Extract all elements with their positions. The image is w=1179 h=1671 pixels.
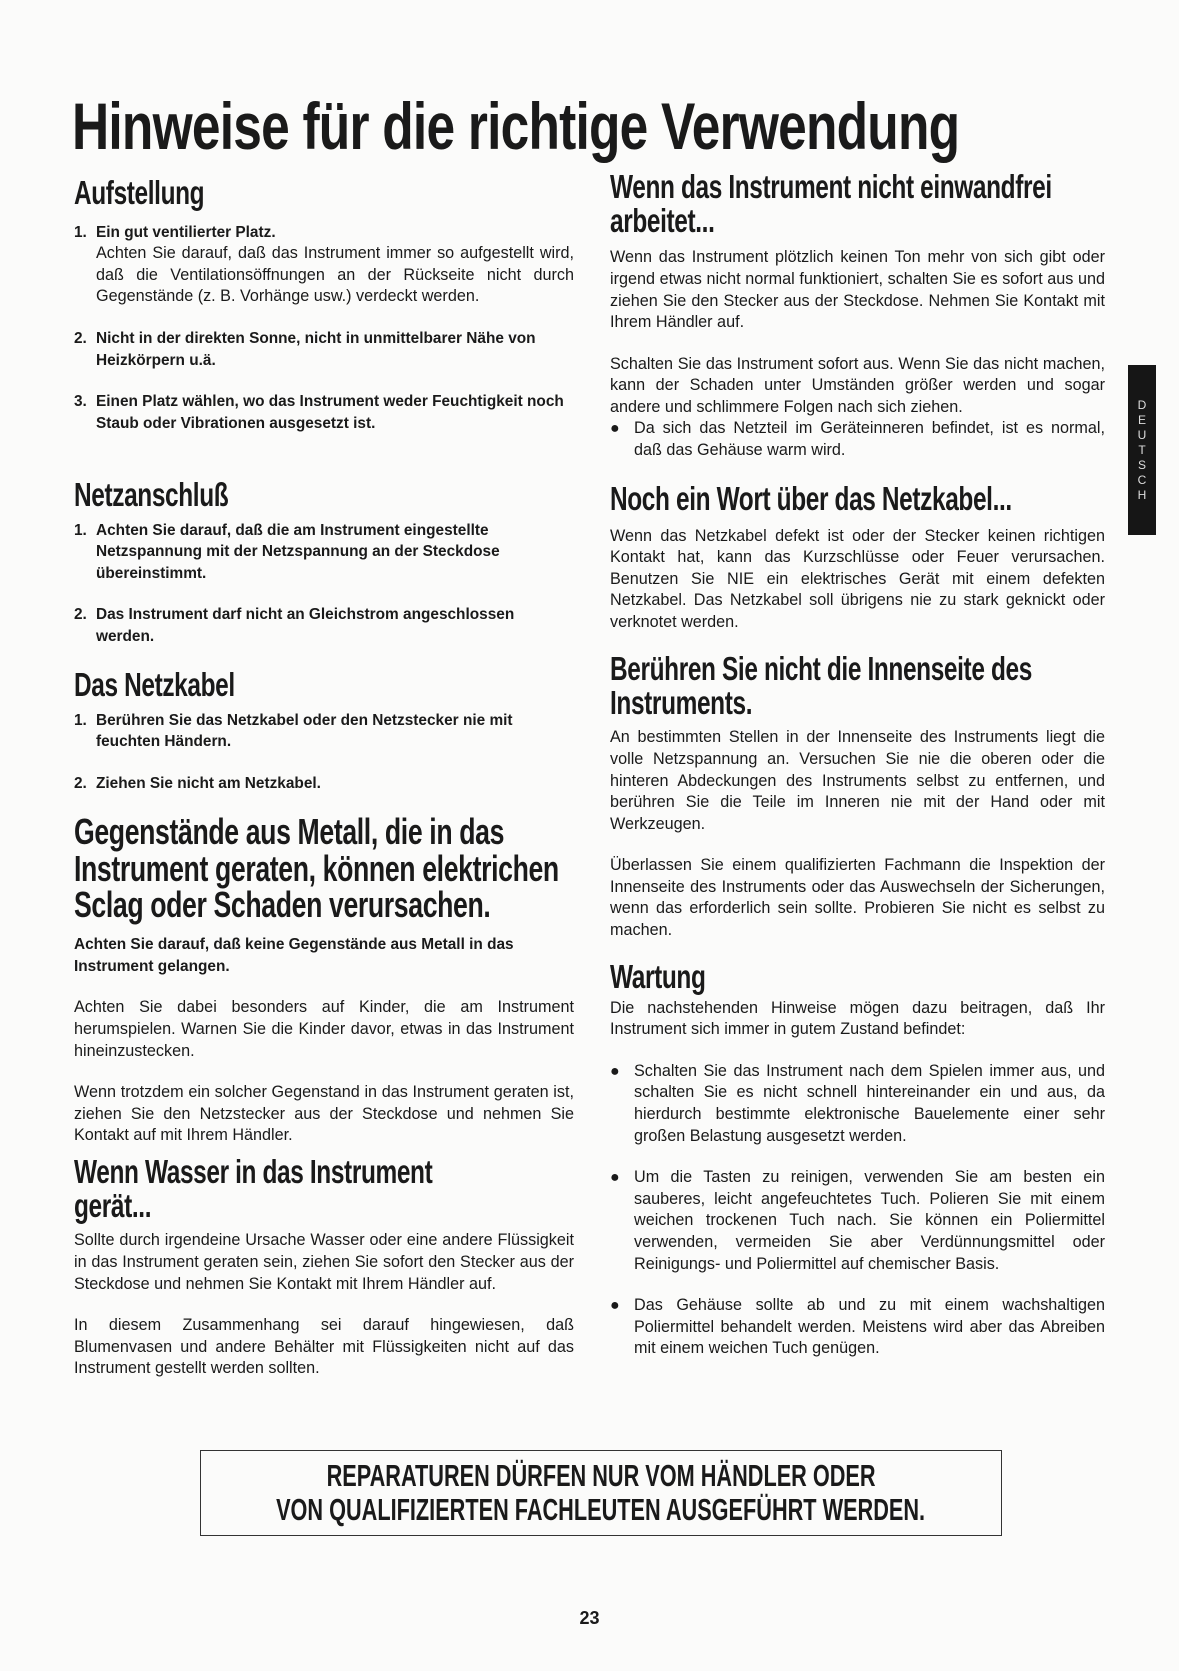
list-item [74, 520, 574, 585]
list-item [74, 328, 574, 371]
bullet-icon: ● [610, 1297, 620, 1315]
paragraph: Die nachstehenden Hinweise mögen dazu beitragen, daß Ihr Instrument sich immer in gutem Zustand befindet: [610, 998, 1105, 1039]
repair-notice-box [200, 1450, 1002, 1536]
section-heading-line: Instrument geraten, können elektrichen [74, 847, 559, 889]
section-heading: Noch ein Wort über das Netzkabel... [610, 480, 1012, 517]
item-number: 2. [74, 330, 87, 348]
section-aufstellung [74, 176, 574, 434]
section-heading: Das Netzkabel [74, 666, 235, 703]
language-tab-label: DEUTSCH [1135, 397, 1149, 503]
section-heading: Aufstellung [74, 174, 205, 211]
bullet-text: Um die Tasten zu reinigen, verwenden Sie am besten ein sauberes, leicht angefeuchtetes Tuch. Polieren Sie mit einem weichen trockenen Tuch nach. Sie können ein Poliermittel verwenden, vermeiden Sie aber Verdünnungsmittel oder Reinigungs- und Poliermittel auf chemischer Basis. [634, 1168, 1105, 1273]
section-netzkabel [74, 668, 574, 794]
item-number: 2. [74, 606, 87, 624]
item-title: Einen Platz wählen, wo das Instrument weder Feuchtigkeit noch Staub oder Vibrationen ausgesetzt ist. [96, 393, 564, 432]
list-item [74, 391, 574, 434]
section-heading-line: Wenn das Instrument nicht einwandfrei [610, 168, 1052, 205]
list-item [74, 222, 574, 308]
paragraph: Sollte durch irgendeine Ursache Wasser oder eine andere Flüssigkeit in das Instrument geraten sein, ziehen Sie sofort den Stecker aus der Steckdose und nehmen Sie Kontakt mit Ihrem Händler auf. [74, 1231, 574, 1293]
notice-line: REPARATUREN DÜRFEN NUR VOM HÄNDLER ODER [326, 1457, 876, 1493]
item-title: Berühren Sie das Netzkabel oder den Netzstecker nie mit feuchten Händern. [96, 711, 513, 751]
item-number: 3. [74, 393, 87, 411]
paragraph: Wenn trotzdem ein solcher Gegenstand in das Instrument geraten ist, ziehen Sie den Netzstecker aus der Steckdose und nehmen Sie Kontakt auf mit Ihrem Händler. [74, 1083, 574, 1145]
paragraph: Wenn das Netzkabel defekt ist oder der Stecker keinen richtigen Kontakt hat, kann das Kurzschlüsse oder Feuer verursachen. Benutzen Sie NIE ein elektrisches Gerät mit einem defekten Netzkabel. Das Netzkabel soll übrigens nie zu stark geknickt oder verknotet werden. [610, 526, 1105, 632]
paragraph: Schalten Sie das Instrument sofort aus. Wenn Sie das nicht machen, kann der Schaden unter Umständen größer werden und sogar andere und schlimmere Folgen nach sich ziehen. [610, 354, 1105, 416]
section-heading: Netzanschluß [74, 476, 229, 513]
bold-paragraph: Achten Sie darauf, daß keine Gegenstände aus Metall in das Instrument gelangen. [74, 936, 514, 975]
item-title: Achten Sie darauf, daß die am Instrument eingestellte Netzspannung mit der Netzspannung an der Steckdose übereinstimmt. [96, 521, 500, 582]
section-metall [74, 811, 574, 1147]
page-number: 23 [579, 1608, 600, 1628]
item-number: 1. [74, 223, 87, 241]
list-item [74, 710, 574, 753]
section-wasser [74, 1155, 574, 1380]
list-item [74, 604, 574, 647]
section-wartung [610, 960, 1105, 1360]
section-heading-line: Berühren Sie nicht die Innenseite des [610, 650, 1032, 687]
section-heading-line: arbeitet... [610, 201, 715, 239]
section-nicht-einwandfrei [610, 170, 1105, 462]
item-title: Ziehen Sie nicht am Netzkabel. [96, 774, 321, 792]
bullet-item [610, 418, 1105, 461]
bullet-icon: ● [610, 1169, 620, 1187]
bullet-text: Das Gehäuse sollte ab und zu mit einem wachshaltigen Poliermittel behandelt werden. Meistens wird aber das Abreiben mit einem weichen Tuch genügen. [634, 1296, 1105, 1358]
section-heading-line: Sclag oder Schaden verursachen. [74, 884, 491, 926]
section-netzanschluss [74, 478, 574, 648]
bullet-icon: ● [610, 1062, 620, 1080]
language-tab [1128, 365, 1156, 535]
bullet-text: Da sich das Netzteil im Geräteinneren befindet, ist es normal, daß das Gehäuse warm wird. [634, 419, 1105, 460]
item-number: 2. [74, 774, 87, 792]
section-heading-line: Wenn Wasser in das Instrument [74, 1153, 433, 1190]
item-text: Achten Sie darauf, daß das Instrument immer so aufgestellt wird, daß die Ventilationsöffnungen an der Rückseite nicht durch Gegenstände (z. B. Vorhänge usw.) verdeckt werden. [96, 244, 574, 306]
section-heading-line: Instruments. [610, 683, 753, 721]
list-item [74, 773, 574, 795]
paragraph: In diesem Zusammenhang sei darauf hingewiesen, daß Blumenvasen und andere Behälter mit Flüssigkeiten nicht auf das Instrument gestellt werden sollten. [74, 1316, 574, 1378]
notice-line: VON QUALIFIZIERTEN FACHLEUTEN AUSGEFÜHRT WERDEN. [276, 1492, 926, 1527]
item-number: 1. [74, 521, 87, 539]
item-title: Ein gut ventilierter Platz. [96, 223, 276, 241]
section-netzkabel-wort [610, 482, 1105, 634]
paragraph: Wenn das Instrument plötzlich keinen Ton mehr von sich gibt oder irgend etwas nicht normal funktioniert, schalten Sie es sofort aus und ziehen Sie den Stecker aus der Steckdose. Nehmen Sie Kontakt mit Ihrem Händler auf. [610, 248, 1105, 332]
section-heading-line: Gegenstände aus Metall, die in das [74, 811, 505, 852]
bullet-item [610, 1061, 1105, 1147]
page-title: Hinweise für die richtige Verwendung [72, 89, 960, 163]
section-heading-line: gerät... [74, 1186, 152, 1224]
section-heading: Wartung [610, 958, 706, 995]
bullet-item [610, 1295, 1105, 1360]
item-title: Nicht in der direkten Sonne, nicht in unmittelbarer Nähe von Heizkörpern u.ä. [96, 330, 536, 369]
item-title: Das Instrument darf nicht an Gleichstrom angeschlossen werden. [96, 606, 515, 646]
paragraph: An bestimmten Stellen in der Innenseite des Instruments liegt die volle Netzspannung an. Versuchen Sie nie die oberen oder die hinteren Abdeckungen des Instruments selbst zu entfernen, und berühren Sie die Teile im Inneren nie mit der Hand oder mit Werkzeugen. [610, 728, 1105, 833]
item-number: 1. [74, 711, 87, 729]
paragraph: Achten Sie dabei besonders auf Kinder, die am Instrument herumspielen. Warnen Sie die Kinder davor, etwas in das Instrument hineinzustecken. [74, 998, 574, 1060]
bullet-icon: ● [610, 420, 620, 438]
paragraph: Überlassen Sie einem qualifizierten Fachmann die Inspektion der Innenseite des Instruments oder das Auswechseln der Sicherungen, wenn das erforderlich sein sollte. Probieren Sie nicht es selbst zu machen. [610, 856, 1105, 940]
section-innenseite [610, 652, 1105, 942]
bullet-item [610, 1167, 1105, 1275]
bullet-text: Schalten Sie das Instrument nach dem Spielen immer aus, und schalten Sie es nicht schnell hintereinander ein und aus, da hierdurch bestimmte elektronische Bauelemente einer sehr großen Belastung ausgesetzt werden. [634, 1061, 1105, 1145]
